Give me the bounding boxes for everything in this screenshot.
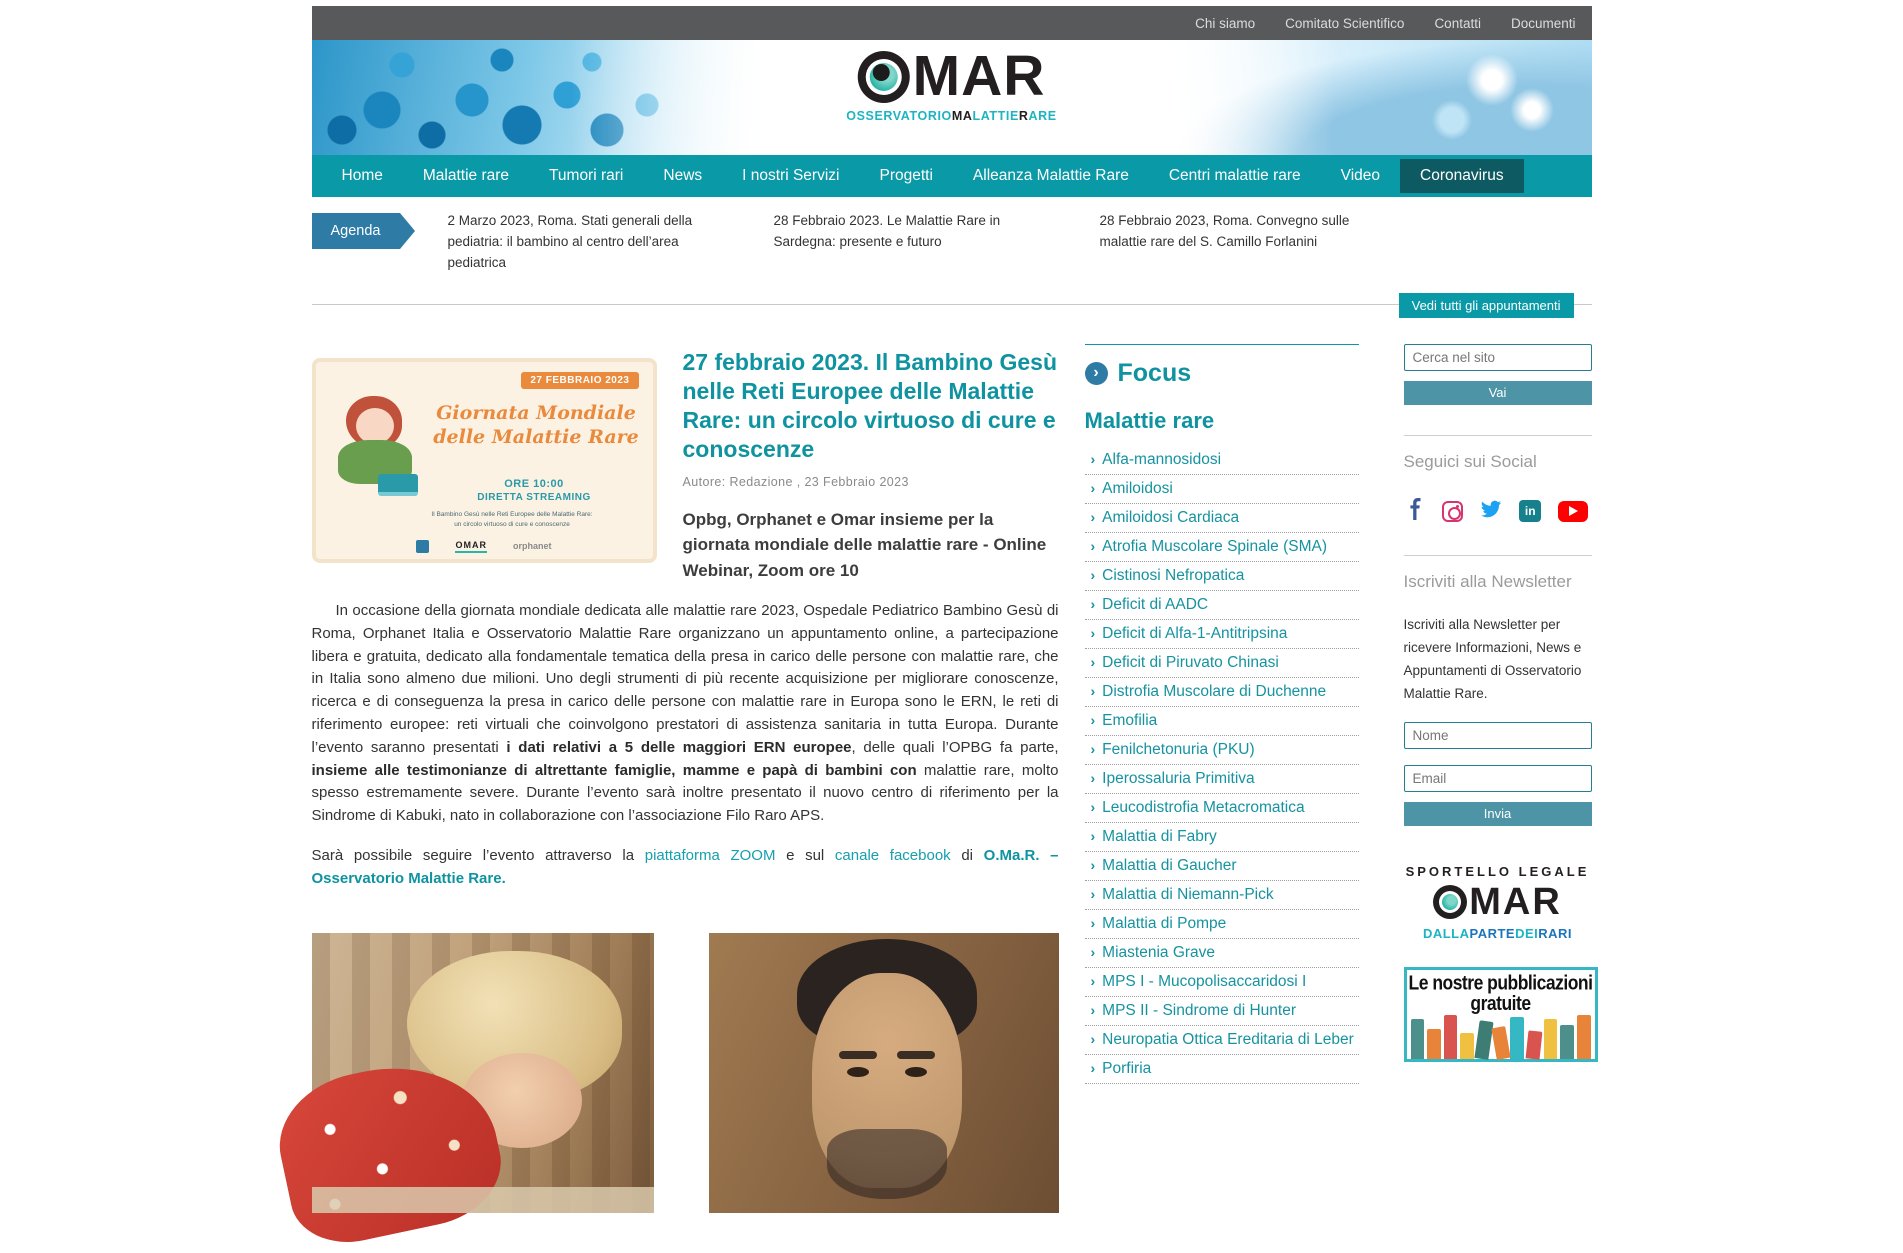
chevron-right-icon: › [1090,827,1096,844]
chevron-right-icon: › [1090,798,1096,815]
chevron-right-icon: › [1090,1059,1096,1076]
event-streaming-label: DIRETTA STREAMING [477,491,591,503]
newsletter-description: Iscriviti alla Newsletter per ricevere Informazioni, News e Appuntamenti di Osservatorio Malattie Rare. [1403,616,1582,701]
chevron-right-icon: › [1090,972,1096,989]
twitter-icon[interactable] [1479,498,1503,525]
chevron-right-icon: › [1090,1030,1096,1047]
focus-sidebar [1085,344,1359,1213]
focus-arrow-icon: › [1085,362,1108,385]
chevron-right-icon: › [1090,885,1096,902]
chevron-right-icon: › [1090,856,1096,873]
header-lab-image [1162,40,1592,155]
chevron-right-icon: › [1090,682,1096,699]
focus-list-item[interactable]: › Amiloidosi [1085,475,1359,504]
facebook-channel-link[interactable]: canale facebook [834,847,951,865]
omar-small-logo: OMAR [455,540,487,553]
focus-list-item[interactable]: › Miastenia Grave [1085,939,1359,968]
agenda-item[interactable]: 2 Marzo 2023, Roma. Stati generali della pediatria: il bambino al centro dell’area pediatrica [447,213,693,270]
chevron-right-icon: › [1090,943,1096,960]
site-header [312,40,1592,155]
chevron-right-icon: › [1090,479,1096,496]
header-dna-image [312,40,782,155]
focus-list-item[interactable]: › Leucodistrofia Metacromatica [1085,794,1359,823]
article-event-card-image [312,358,657,563]
article-intro: Opbg, Orphanet e Omar insieme per la giornata mondiale delle malattie rare - Online Webinar, Zoom ore 10 [682,509,1047,580]
nav-item[interactable]: Home [341,167,383,184]
focus-list-item[interactable]: › Fenilchetonuria (PKU) [1085,736,1359,765]
newsletter-name-field[interactable] [1404,722,1592,749]
omar-homepage [0,6,1903,1077]
bambino-gesu-logo [416,540,429,553]
focus-list-item[interactable]: › Malattia di Gaucher [1085,852,1359,881]
nav-item[interactable]: Alleanza Malattie Rare [972,167,1129,184]
publications-title: Le nostre pubblicazioni gratuite [1408,970,1593,1015]
focus-list-item[interactable]: › Malattia di Pompe [1085,910,1359,939]
article-footer: Sarà possibile seguire l’evento attraverso la piattaforma ZOOM e sul canale facebook di O.Ma.R. – Osservatorio Malattie Rare. [311,847,1059,887]
omar-logo[interactable] [846,44,1057,123]
instagram-icon[interactable] [1442,501,1463,522]
chevron-right-icon: › [1090,1001,1096,1018]
focus-list-item[interactable]: › Malattia di Fabry [1085,823,1359,852]
agenda-item[interactable]: 28 Febbraio 2023. Le Malattie Rare in Sardegna: presente e futuro [773,213,1001,249]
event-card-logos [316,540,653,553]
topbar-link[interactable]: Documenti [1510,15,1576,31]
event-time: ORE 10:00 [504,477,564,490]
nav-item[interactable]: News [663,167,703,184]
nav-item[interactable]: Tumori rari [549,167,624,184]
omar-eye-icon-small [1433,885,1467,919]
focus-list-item[interactable]: › Porfiria [1085,1055,1359,1084]
nav-item[interactable]: Coronavirus [1400,159,1524,193]
article [312,344,1059,1213]
chevron-right-icon: › [1090,624,1096,641]
topbar-link[interactable]: Contatti [1434,15,1481,31]
focus-list-item[interactable]: › Emofilia [1085,707,1359,736]
nav-item[interactable]: Centri malattie rare [1168,167,1301,184]
legal-desk-title: SPORTELLO LEGALE [1405,863,1590,879]
chevron-right-icon: › [1090,450,1096,467]
chevron-right-icon: › [1090,566,1096,583]
orphanet-logo: orphanet [512,541,552,552]
focus-list [1085,446,1359,1084]
focus-list-item[interactable]: › Neuropatia Ottica Ereditaria di Leber [1085,1026,1359,1055]
focus-title: Focus [1117,358,1192,387]
focus-list-item[interactable]: › MPS I - Mucopolisaccaridosi I [1085,968,1359,997]
chevron-right-icon: › [1090,914,1096,931]
zoom-platform-link[interactable]: piattaforma ZOOM [644,847,776,865]
chevron-right-icon: › [1090,653,1096,670]
agenda-divider [312,288,1592,324]
newsletter-submit-button[interactable]: Invia [1404,802,1592,826]
focus-list-item[interactable]: › Distrofia Muscolare di Duchenne [1085,678,1359,707]
social-heading: Seguici sui Social [1403,451,1537,471]
focus-list-item[interactable]: › Deficit di Alfa-1-Antitripsina [1085,620,1359,649]
main-nav [312,155,1592,197]
event-date-badge: 27 FEBBRAIO 2023 [521,372,638,389]
nav-item[interactable]: I nostri Servizi [742,167,840,184]
topbar-link[interactable]: Comitato Scientifico [1285,15,1405,31]
agenda-items [448,211,1380,274]
focus-subtitle: Malattie rare [1084,407,1215,433]
focus-list-item[interactable]: › Malattia di Niemann-Pick [1085,881,1359,910]
event-card-subtitle: Il Bambino Gesù nelle Reti Europee delle Malattie Rare: un circolo virtuoso di cure e conoscenze [431,510,593,528]
agenda-bar [312,209,1592,274]
youtube-icon[interactable] [1558,501,1588,522]
newsletter-heading: Iscriviti alla Newsletter [1403,571,1572,591]
divider [1404,555,1592,556]
child-photo[interactable] [312,933,654,1213]
focus-list-item[interactable]: › Deficit di AADC [1085,591,1359,620]
nav-item[interactable]: Video [1340,167,1381,184]
article-byline: Autore: Redazione , 23 Febbraio 2023 [682,474,909,489]
chevron-right-icon: › [1090,537,1096,554]
logo-text: MAR [912,44,1046,108]
focus-list-item[interactable]: › Cistinosi Nefropatica [1085,562,1359,591]
logo-tagline: OSSERVATORIOMALATTIERARE [846,109,1057,123]
chevron-right-icon: › [1090,740,1096,757]
search-input[interactable] [1404,344,1592,371]
topbar-link[interactable]: Chi siamo [1195,15,1256,31]
publications-banner[interactable] [1404,967,1598,1062]
books-illustration [1407,1013,1595,1059]
legal-desk-banner[interactable]: SPORTELLO LEGALE MAR DALLAPARTEDEIRARI [1404,864,1592,941]
topbar [312,6,1592,40]
chevron-right-icon: › [1090,595,1096,612]
article-title: 27 febbraio 2023. Il Bambino Gesù nelle Reti Europee delle Malattie Rare: un circolo virtuoso di cure e conoscenze [682,348,1058,463]
social-icons [1404,498,1592,525]
divider [1404,435,1592,436]
agenda-ribbon: Agenda [312,213,400,249]
chevron-right-icon: › [1090,711,1096,728]
right-rail [1404,344,1592,1213]
newsletter-email-field[interactable] [1404,765,1592,792]
article-photos [312,933,1059,1213]
event-card-girl-illustration [332,396,422,506]
focus-list-item[interactable]: › Alfa-mannosidosi [1085,446,1359,475]
focus-list-item[interactable]: › Deficit di Piruvato Chinasi [1085,649,1359,678]
man-portrait-photo[interactable] [709,933,1059,1213]
chevron-right-icon: › [1090,769,1096,786]
search-submit-button[interactable]: Vai [1404,381,1592,405]
linkedin-icon[interactable]: in [1519,500,1541,522]
focus-list-item[interactable]: › MPS II - Sindrome di Hunter [1085,997,1359,1026]
focus-list-item[interactable]: › Amiloidosi Cardiaca [1085,504,1359,533]
nav-item[interactable]: Progetti [879,167,933,184]
facebook-icon[interactable] [1404,498,1426,525]
focus-list-item[interactable]: › Atrofia Muscolare Spinale (SMA) [1085,533,1359,562]
agenda-item[interactable]: 28 Febbraio 2023, Roma. Convegno sulle malattie rare del S. Camillo Forlanini [1099,213,1350,249]
nav-item[interactable]: Malattie rare [422,167,510,184]
article-body: In occasione della giornata mondiale dedicata alle malattie rare 2023, Ospedale Pediatrico Bambino Gesù di Roma, Orphanet Italia e Osservatorio Malattie Rare organizzano un appuntamento online, a partecipazione libera e gratuita, dedicato alla fondamentale tematica della presa in carico delle persone con malattie rare, che in Italia sono almeno due milioni. Uno degli strumenti di più recente acquisizione per migliorare conoscenze, ricerca e di conseguenza la presa in carico delle persone con malattie rare in Europa sono le ERN, le reti di riferimento europee: reti virtuali che coinvolgono prestatori di assistenza sanitaria in tutta Europa. Durante l’evento saranno presentati i dati relativi a 5 delle maggiori ERN europee, delle quali l’OPBG fa parte, insieme alle testimonianze di altrettante famiglie, mamme e papà di bambini con malattie rare, molto spesso estremamente severe. Durante l’evento sarà inoltre presentato il nuovo centro di riferimento per la Sindrome di Kabuki, nato in collaborazione con l’associazione Filo Raro APS. [311,602,1059,825]
event-card-title: Giornata Mondiale delle Malattie Rare [433,401,639,448]
legal-desk-tagline: DALLAPARTEDEIRARI [1422,925,1573,941]
chevron-right-icon: › [1090,508,1096,525]
see-all-appointments-button[interactable]: Vedi tutti gli appuntamenti [1399,293,1574,318]
omar-eye-icon [858,51,910,103]
focus-list-item[interactable]: › Iperossaluria Primitiva [1085,765,1359,794]
